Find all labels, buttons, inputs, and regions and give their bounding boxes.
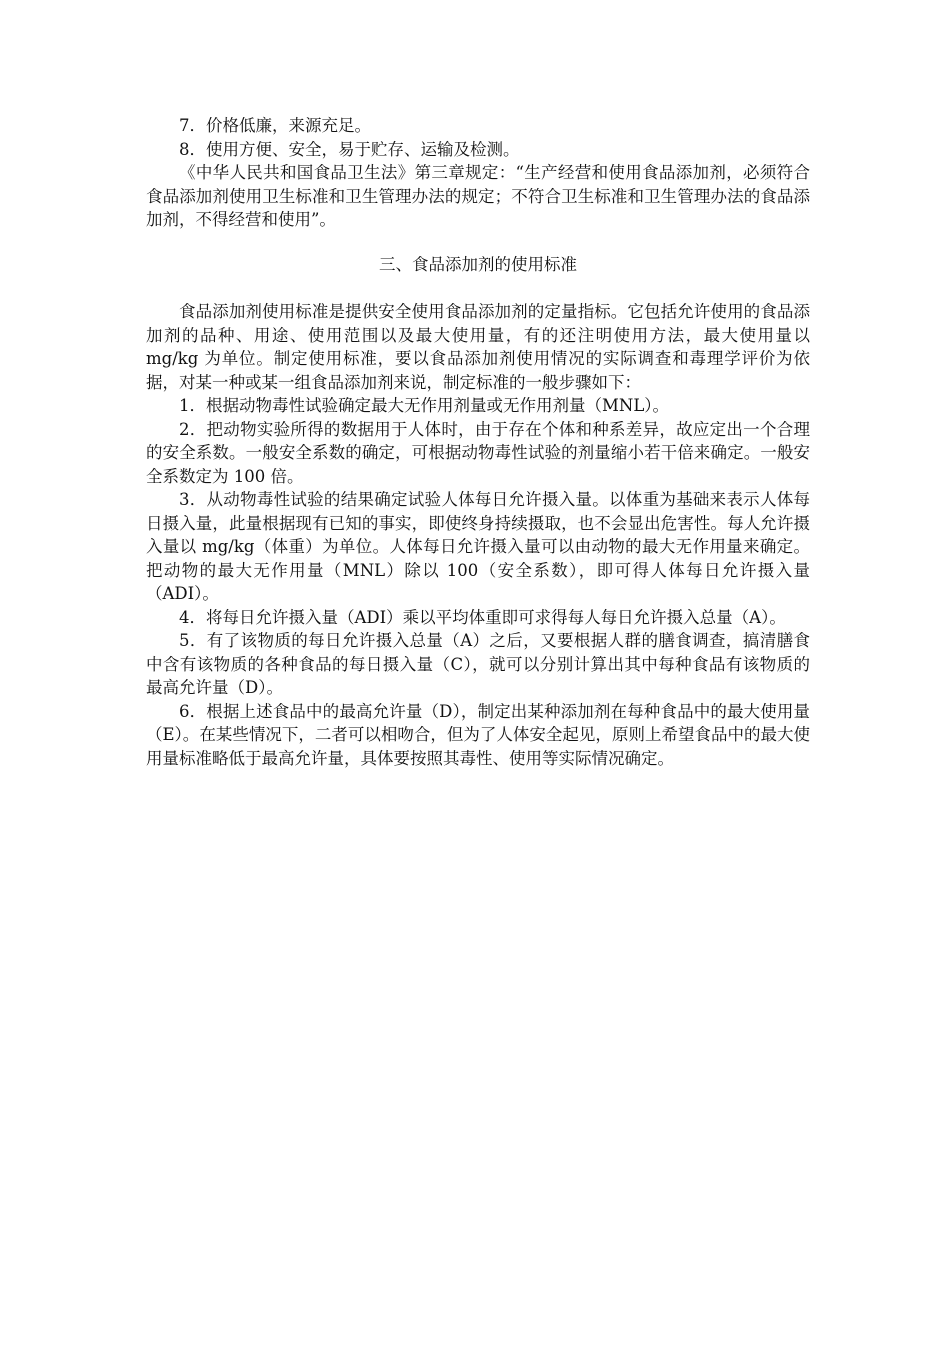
section-heading: 三、食品添加剂的使用标准 (379, 254, 577, 274)
list-item-7: 7．价格低廉，来源充足。 (179, 116, 371, 135)
step-2-paragraph: 2．把动物实验所得的数据用于人体时，由于存在个体和种系差异，故应定出一个合理的安全系数。一般安全系数的确定，可根据动物毒性试验的剂量缩小若干倍来确定。一般安全系数定为 100 倍。 (146, 419, 810, 486)
document-content (146, 114, 810, 770)
step-4-paragraph: 4．将每日允许摄入量（ADI）乘以平均体重即可求得每人每日允许摄入总量（A）。 (179, 607, 786, 627)
step-3-paragraph: 3．从动物毒性试验的结果确定试验人体每日允许摄入量。以体重为基础来表示人体每日摄入量，此量根据现有已知的事实，即使终身持续摄取，也不会显出危害性。每人允许摄入量以 mg/kg（体重）为单位。人体每日允许摄入量可以由动物的最大无作用量来确定。把动物的最大无作用量（MNL）除以 100（安全系数），即可得人体每日允许摄入量（ADI）。 (146, 490, 810, 603)
intro-paragraph: 食品添加剂使用标准是提供安全使用食品添加剂的定量指标。它包括允许使用的食品添加剂的品种、用途、使用范围以及最大使用量，有的还注明使用方法，最大使用量以 mg/kg 为单位。制定使用标准，要以食品添加剂使用情况的实际调查和毒理学评价为依据，对某一种或某一组食品添加剂来说，制定标准的一般步骤如下： (146, 302, 810, 392)
step-6-paragraph: 6．根据上述食品中的最高允许量（D），制定出某种添加剂在每种食品中的最大使用量（E）。在某些情况下，二者可以相吻合，但为了人体安全起见，原则上希望食品中的最大使用量标准略低于最高允许量，具体要按照其毒性、使用等实际情况确定。 (146, 701, 810, 768)
law-citation-paragraph: 《中华人民共和国食品卫生法》第三章规定：“生产经营和使用食品添加剂，必须符合食品添加剂使用卫生标准和卫生管理办法的规定；不符合卫生标准和卫生管理办法的食品添加剂，不得经营和使用”。 (146, 163, 810, 229)
step-1-paragraph: 1．根据动物毒性试验确定最大无作用剂量或无作用剂量（MNL）。 (179, 396, 670, 415)
step-5-paragraph: 5．有了该物质的每日允许摄入总量（A）之后，又要根据人群的膳食调查，搞清膳食中含有该物质的各种食品的每日摄入量（C），就可以分别计算出其中每种食品有该物质的最高允许量（D）。 (146, 631, 810, 697)
list-item-8: 8．使用方便、安全，易于贮存、运输及检测。 (179, 139, 520, 159)
